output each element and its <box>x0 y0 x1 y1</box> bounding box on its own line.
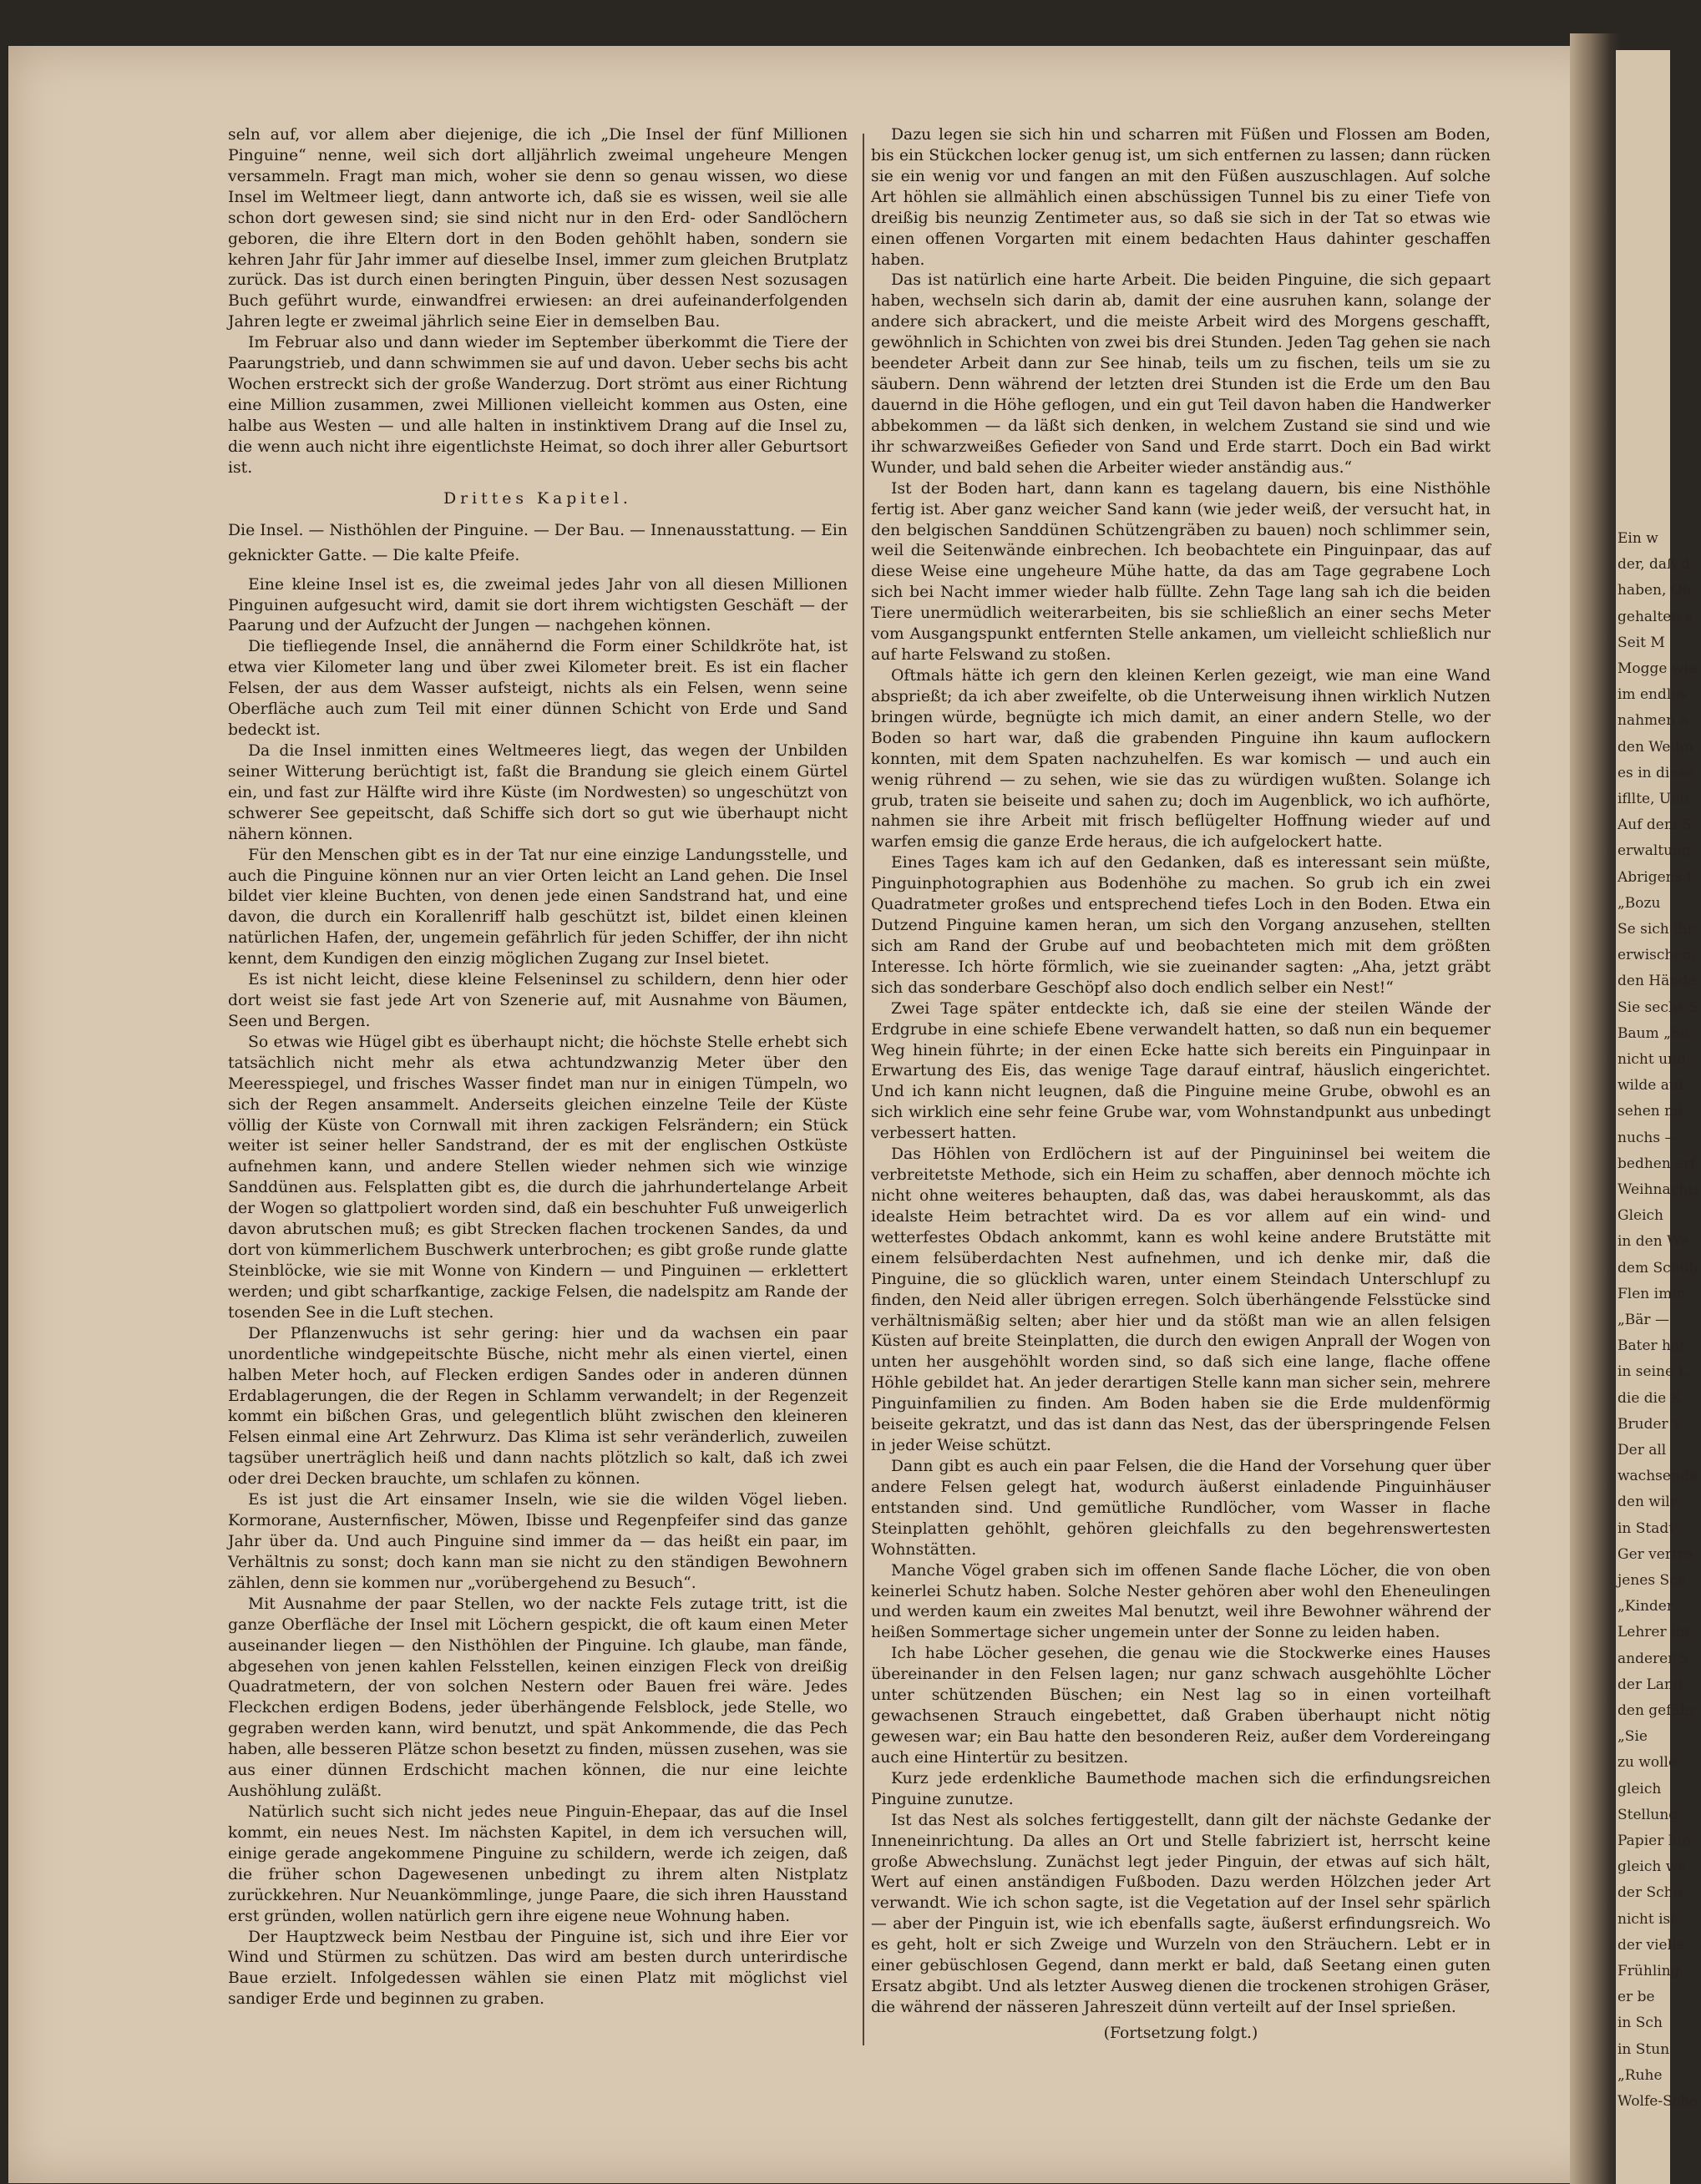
right-paragraphs <box>871 125 1491 2019</box>
adjacent-page-fragment: Weihnachts <box>1617 1181 1701 1198</box>
adjacent-page-strip <box>1616 50 1701 2184</box>
adjacent-page-fragment: Der all <box>1617 1442 1667 1459</box>
right-column <box>871 125 1491 2045</box>
adjacent-page-fragment: Mogge wie <box>1617 660 1697 677</box>
adjacent-page-fragment: nicht ist <box>1617 1910 1677 1928</box>
left-column <box>228 125 848 2010</box>
adjacent-page-fragment: „Bozu <box>1617 894 1661 912</box>
adjacent-page-fragment: Ger vertro <box>1617 1545 1693 1563</box>
adjacent-page-fragment: er be <box>1617 1989 1655 2006</box>
adjacent-page-fragment: die die K <box>1617 1389 1682 1407</box>
adjacent-page-fragment: in Stun <box>1617 2040 1670 2058</box>
adjacent-page-fragment: „Kinder <box>1617 1598 1673 1615</box>
paragraph: Der Hauptzweck beim Nestbau der Pinguine ist, sich und ihre Eier vor Wind und Stürmen zu schützen. Das wird am besten durch unterirdische Baue erzielt. Infolgedessen wählen sie einen Platz mit möglichst viel sandiger Erde und beginnen zu graben. <box>228 1928 848 2009</box>
paragraph: Natürlich sucht sich nicht jedes neue Pinguin-Ehepaar, das auf die Insel kommt, ein neues Nest. Im nächsten Kapitel, in dem ich versuchen will, einige gerade angekommene Pinguine zu schildern, werde ich zeigen, daß die früher schon Dagewesenen unbedingt zu ihrem alten Nistplatz zurückkehren. Nur Neuankömmlinge, junge Paare, die sich ihren Hausstand erst gründen, wollen natürlich gern ihre eigene neue Wohnung haben. <box>228 1802 848 1925</box>
adjacent-page-fragment: Wolfe-Sche <box>1617 2093 1698 2110</box>
chapter-summary: Die Insel. — Nisthöhlen der Pinguine. — Der Bau. — Innenausstattung. — Ein geknickter Gatte. — Die kalte Pfeife. <box>228 521 848 564</box>
adjacent-page-fragment: bedhen erf <box>1617 1155 1696 1172</box>
adjacent-page-fragment: Abrigens t <box>1617 868 1693 886</box>
adjacent-page-fragment: Bruder v <box>1617 1415 1681 1433</box>
adjacent-page-fragment: den gefähr <box>1617 1702 1696 1719</box>
paragraph: Es ist nicht leicht, diese kleine Felseninsel zu schildern, denn hier oder dort weist sie fast jede Art von Szenerie auf, mit Ausnahme von Bäumen, Seen und Bergen. <box>228 971 848 1030</box>
paragraph: Das ist natürlich eine harte Arbeit. Die beiden Pinguine, die sich gepaart haben, wechseln sich darin ab, damit der eine ausruhen kann, solange der andere sich abrackert, und die meiste Arbeit wird des Morgens geschafft, gewöhnlich in Schichten von zwei bis drei Stunden. Jeden Tag gehen sie nach beendeter Arbeit dann zur See hinab, teils um zu fischen, teils um sie zu säubern. Denn während der letzten drei Stunden ist die Erde um den Bau dauernd in die Höhe geflogen, und ein gut Teil davon haben die Handwerker abbekommen — da läßt sich denken, in welchem Zustand sie sind und wie ihr schwarzweißes Gefieder von Sand und Erde starrt. Doch ein Bad wirkt Wunder, und bald sehen die Arbeiter wieder anständig aus.“ <box>871 271 1491 477</box>
adjacent-page-fragment: Gleich <box>1617 1207 1663 1225</box>
column-divider <box>863 134 864 2045</box>
adjacent-page-fragment: Frühling <box>1617 1963 1680 1979</box>
paragraph: Kurz jede erdenkliche Baumethode machen sich die erfindungsreichen Pinguine zunutze. <box>871 1769 1491 1808</box>
adjacent-page-fragment: Papier hin <box>1617 1833 1692 1849</box>
paragraph: Zwei Tage später entdeckte ich, daß sie eine der steilen Wände der Erdgrube in eine schiefe Ebene verwandelt hatten, so daß nun ein bequemer Weg hinein führte; in der einen Ecke hatte sich bereits ein Pinguinpaar in Erwartung des Eis, das wenige Tage darauf eintraf, häuslich eingerichtet. Und ich kann nicht leugnen, daß die Pinguine meine Grube, obwohl es an sich wirklich eine sehr feine Grube war, vom Wohnstandpunkt aus unbedingt verbessert hatten. <box>871 999 1491 1143</box>
adjacent-page-fragment: es in diese <box>1617 764 1694 781</box>
adjacent-page-fragment: im endlos <box>1617 686 1688 704</box>
paragraph: Der Pflanzenwuchs ist sehr gering: hier und da wachsen ein paar unordentliche windgepeitschte Büsche, nicht mehr als einen viertel, einen halben Meter hoch, auf Flecken erdigen Sandes oder in anderen dünnen Erdablagerungen, die der Regen in Schlamm verwandelt; in der Regenzeit kommt ein bißchen Gras, und gelegentlich blüht zwischen den kleineren Felsen einmal eine Art Zehrwurz. Das Klima ist sehr veränderlich, zuweilen tagsüber unerträglich heiß und dann nachts plötzlich so kalt, daß ich zwei oder drei Decken brauchte, um schlafen zu können. <box>228 1324 848 1489</box>
adjacent-page-fragment: den Hände <box>1617 973 1697 990</box>
paragraph: Das Höhlen von Erdlöchern ist auf der Pinguininsel bei weitem die verbreitetste Methode, sich ein Heim zu schaffen, aber dennoch möchte ich nicht ohne weiteres behaupten, daß das, was dabei herauskommt, als das idealste Heim betrachtet wird. Da es vor allem auf ein wind- und wetterfestes Obdach ankommt, kann es wohl keine andere Brutstätte mit einem felsüberdachten Nest aufnehmen, und ich denke mir, daß die Pinguine, die so glücklich waren, unter einem Steindach Unterschlupf zu finden, den Neid aller übrigen erregen. Solch überhängende Felsstücke sind verhältnismäßig selten; aber hier und da stößt man wie an allen felsigen Küsten auf breite Steinplatten, die durch den ewigen Anprall der Wogen von unten her ausgehöhlt worden sind, so daß sich eine lange, flache offene Höhle gebildet hat. An jeder derartigen Stelle kann man sicher sein, mehrere Pinguinfamilien zu finden. Am Boden haben sie die Erde muldenförmig beiseite gekratzt, und das ist dann das Nest, das der überspringende Felsen in jeder Weise schützt. <box>871 1145 1491 1455</box>
left-paragraphs-before <box>228 125 848 479</box>
adjacent-page-fragment: den wilr <box>1617 1494 1677 1511</box>
adjacent-page-fragment: ifllte, Ueb <box>1617 791 1689 807</box>
adjacent-page-fragment: der vielle <box>1617 1936 1685 1954</box>
adjacent-page-fragment: gleich we <box>1617 1858 1687 1876</box>
adjacent-page-fragment: Stellung <box>1617 1806 1678 1823</box>
adjacent-page-fragment: Flen imm <box>1617 1285 1686 1302</box>
continuation-note: (Fortsetzung folgt.) <box>1103 2024 1258 2042</box>
adjacent-page-fragment: Auf dem S <box>1617 816 1693 834</box>
paragraph: Mit Ausnahme der paar Stellen, wo der nackte Fels zutage tritt, ist die ganze Oberfläche der Insel mit Löchern gespickt, die oft kaum einen Meter auseinander liegen — den Nisthöhlen der Pinguine. Ich glaube, man fände, abgesehen von jenen kahlen Felsstellen, keinen einzigen Fleck von dreißig Quadratmetern, der von solchen Nestern oder Bauen frei wäre. Jedes Fleckchen erdigen Bodens, jeder überhängende Felsblock, jede Stelle, wo gegraben werden kann, wird benutzt, und spät Ankommende, die das Pech haben, alle besseren Plätze schon besetzt zu finden, müssen zusehen, was sie aus einer dünnen Erdschicht machen können, die nur eine leichte Aushöhlung zuläßt. <box>228 1595 848 1801</box>
adjacent-page-fragment: zu wolle <box>1617 1754 1678 1772</box>
adjacent-page-fragment: der Land <box>1617 1676 1683 1693</box>
adjacent-page-fragment: gehalten s <box>1617 608 1693 625</box>
adjacent-page-fragment: sehen mi <box>1617 1103 1683 1120</box>
adjacent-page-fragment: erwaltung <box>1617 842 1691 860</box>
paragraph: Es ist just die Art einsamer Inseln, wie sie die wilden Vögel lieben. Kormorane, Austernfischer, Möwen, Ibisse und Regenpfeifer sind das ganze Jahr über da. Und auch Pinguine sind immer da — das heißt ein paar, im Verhältnis zu sonst; doch kann man sie nicht zu den ständigen Bewohnern zählen, denn sie kommen nur „vorübergehend zu Besuch“. <box>228 1491 848 1592</box>
adjacent-page-fragment: Lehrer ihr <box>1617 1624 1692 1641</box>
adjacent-page-fragment: Se sich ihr <box>1617 921 1694 938</box>
paragraph: Oftmals hätte ich gern den kleinen Kerlen gezeigt, wie man eine Wand absprießt; da ich aber zweifelte, ob die Unterweisung ihnen wirklich Nutzen bringen würde, begnügte ich mich damit, an einer andern Stelle, wo der Boden so hart war, daß die grabenden Pinguine ihn kaum auflockern konnten, mit dem Spaten nachzuhelfen. Es war komisch — und auch ein wenig rührend — zu sehen, wie sie das zu würdigen wußten. Solange ich grub, traten sie beiseite und sahen zu; doch im Augenblick, wo ich aufhörte, nahmen sie ihre Arbeit mit frisch beflügelter Hoffnung wieder auf und warfen emsig die ganze Erde heraus, die ich aufgelockert hatte. <box>871 666 1491 852</box>
paragraph: seln auf, vor allem aber diejenige, die ich „Die Insel der fünf Millionen Pinguine“ nenne, weil sich dort alljährlich zweimal ungeheure Mengen versammeln. Fragt man mich, woher sie denn so genau wissen, wo diese Insel im Weltmeer liegt, dann antworte ich, daß sie es wissen, weil sie alle schon dort gewesen sind; sie sind nicht nur in den Erd- oder Sandlöchern geboren, die ihre Eltern dort in den Boden gehöhlt haben, sondern sie kehren Jahr für Jahr immer auf dieselbe Insel, immer zum gleichen Brutplatz zurück. Das ist durch einen beringten Pinguin, über dessen Nest sozusagen Buch geführt wurde, einwandfrei erwiesen: an drei aufeinanderfolgenden Jahren legte er zweimal jährlich seine Eier in demselben Bau. <box>228 126 848 331</box>
adjacent-page-fragment: erwischen, <box>1617 947 1696 964</box>
chapter-title: Drittes Kapitel. <box>443 489 632 508</box>
book-spine <box>1570 33 1620 2184</box>
adjacent-page-fragment: in Stadt <box>1617 1519 1675 1537</box>
adjacent-page-fragment: haben, Ob <box>1617 582 1692 599</box>
adjacent-page-fragment: nahmen a <box>1617 712 1688 730</box>
paragraph: Eines Tages kam ich auf den Gedanken, daß es interessant sein müßte, Pinguinphotographien aus Bodenhöhe zu machen. So grub ich ein zwei Quadratmeter großes und entsprechend tiefes Loch in den Boden. Etwa ein Dutzend Pinguine kamen heran, um sich den Vorgang anzusehen, stellten sich am Rand der Grube auf und beobachteten mich mit dem größten Interesse. Ich hörte förmlich, wie sie zueinander sagten: „Aha, jetzt gräbt sich das sonderbare Geschöpf also doch endlich selber ein Nest!“ <box>871 854 1491 997</box>
paragraph: Dann gibt es auch ein paar Felsen, die die Hand der Vorsehung quer über andere Felsen gelegt hat, wodurch äußerst einladende Pinguinhäuser entstanden sind. Und gemütliche Rundlöcher, vom Wasser in flache Steinplatten gehöhlt, gehören gleichfalls zu den begehrenswertesten Wohnstätten. <box>871 1458 1491 1559</box>
paragraph: Da die Insel inmitten eines Weltmeeres liegt, das wegen der Unbilden seiner Witterung berüchtigt ist, faßt die Brandung sie gleich einem Gürtel ein, und fast zur Hälfte wird ihre Küste (im Nordwesten) so ungeschützt von schwerer See gepeitscht, daß Schiffe sich dort so gut wie überhaupt nicht nähern können. <box>228 741 848 843</box>
adjacent-page-fragment: Bater hat <box>1617 1337 1685 1355</box>
paragraph: So etwas wie Hügel gibt es überhaupt nicht; die höchste Stelle erhebt sich tatsächlich nicht mehr als etwa achtundzwanzig Meter über den Meeresspiegel, und frisches Wasser findet man nur in einigen Tümpeln, wo sich der Regen ansammelt. Anderseits gleichen einzelne Teile der Küste völlig der Küste von Cornwall mit ihren zackigen Felsrändern; ein Stück weiter ist seiner heller Sandstrand, der es mit der englischen Ostküste aufnehmen kann, und andere Stellen wieder nehmen sich wie winzige Sanddünen aus. Felsplatten gibt es, die durch die jahrhundertelange Arbeit der Wogen so glattpoliert worden sind, daß ein beschuhter Fuß unweigerlich davon abrutschen muß; es gibt Strecken flachen trockenen Sandes, da und dort von kümmerlichem Buschwerk unterbrochen; es gibt große runde glatte Steinblöcke, wie sie mit Wonne von Kindern — und Pinguinen — erklettert werden; und gibt scharfkantige, zackige Felsen, die nadelspitz am Rande der tosenden See in die Luft stechen. <box>228 1033 848 1322</box>
adjacent-page-fragment: jenes Sch <box>1617 1572 1687 1589</box>
adjacent-page-fragment: Baum „So <box>1617 1024 1689 1042</box>
paragraph: Die tiefliegende Insel, die annähernd die Form einer Schildkröte hat, ist etwa vier Kilometer lang und über zwei Kilometer breit. Es ist ein flacher Felsen, der aus dem Wasser aufsteigt, nichts als ein Felsen, wenn seine Oberfläche auch zum Teil mit einer dünnen Schicht von Erde und Sand bedeckt ist. <box>228 638 848 740</box>
paragraph: Ist das Nest als solches fertiggestellt, dann gilt der nächste Gedanke der Inneneinrichtung. Da alles an Ort und Stelle fabriziert ist, herrscht keine große Abwechslung. Zunächst legt jeder Pinguin, der etwas auf sich hält, Wert auf einen anständigen Fußboden. Dazu werden Hölzchen jeder Art verwandt. Wie ich schon sagte, ist die Vegetation auf der Insel sehr spärlich — aber der Pinguin ist, wie ich ebenfalls sagte, äußerst erfindungsreich. Wo es geht, holt er sich Zweige und Wurzeln von den Sträuchern. Lebt er in einer gebüschlosen Gegend, dann merkt er bald, daß Seetang einen guten Ersatz abgibt. Und als letzter Ausweg dienen die trockenen strohigen Gräser, die während der nässeren Jahreszeit dünn verteilt auf der Insel sprießen. <box>871 1811 1491 2016</box>
adjacent-page-fragment: „Ruhe <box>1617 2066 1663 2084</box>
adjacent-page-fragment: dem Schuh <box>1617 1259 1698 1277</box>
adjacent-page-fragment: den Weihn <box>1617 738 1693 756</box>
adjacent-page-fragment: gleich <box>1617 1780 1662 1797</box>
paragraph: Dazu legen sie sich hin und scharren mit Füßen und Flossen am Boden, bis ein Stückchen locker genug ist, um sich entfernen zu lassen; dann rücken sie ein wenig vor und fangen an mit den Füßen auszuschlagen. Auf solche Art höhlen sie allmählich einen abschüssigen Tunnel bis zu einer Tiefe von dreißig bis neunzig Zentimeter aus, so daß sie sich in der Tat so etwas wie einen offenen Vorgarten mit einem bedachten Haus dahinter geschaffen haben. <box>871 126 1491 269</box>
adjacent-page-fragment: der, daß d <box>1617 556 1690 574</box>
adjacent-page-fragment: Seit M <box>1617 634 1665 651</box>
paragraph: Im Februar also und dann wieder im September überkommt die Tiere der Paarungstrieb, und dann schwimmen sie auf und davon. Ueber sechs bis acht Wochen erstreckt sich der große Wanderzug. Dort strömt aus einer Richtung eine Million zusammen, zwei Millionen vielleicht kommen aus Osten, eine halbe aus Westen — und alle halten in instinktivem Drang auf die Insel zu, die wenn auch nicht ihre eigentlichste Heimat, so doch ihrer aller Geburtsort ist. <box>228 334 848 477</box>
paragraph: Ich habe Löcher gesehen, die genau wie die Stockwerke eines Hauses übereinander in den Felsen lagen; nur ganz schwach ausgehöhlte Löcher unter schützenden Büschen; ein Nest lag so in einen vorteilhaft gewachsenen Strauch eingebettet, daß Graben überhaupt nicht nötig gewesen war; ein Bau hatte den besonderen Reiz, außer dem Vordereingang auch eine Hintertür zu besitzen. <box>871 1645 1491 1767</box>
adjacent-page-fragment: nuchs — <box>1617 1129 1679 1146</box>
left-paragraphs-after <box>228 575 848 2011</box>
adjacent-page-fragment: anderer S <box>1617 1650 1689 1667</box>
adjacent-page-fragment: „Bär — <box>1617 1312 1669 1328</box>
paragraph: Ist der Boden hart, dann kann es tagelang dauern, bis eine Nisthöhle fertig ist. Aber ganz weicher Sand kann (wie jeder weiß, der versucht hat, in den belgischen Sanddünen Schützengräben zu bauen) noch schlimmer sein, weil die Seitenwände einbrechen. Ich beobachtete ein Pinguinpaar, das auf diese Weise eine ungeheure Mühe hatte, da das am Tage gegrabene Loch sich bei Nacht immer wieder halb füllte. Zehn Tage lang sah ich die beiden Tiere unermüdlich weiterarbeiten, bis sie schließlich an einer sechs Meter vom Ausgangspunkt entfernten Stelle ankamen, um vielleicht schließlich nur auf harte Felswand zu stoßen. <box>871 479 1491 665</box>
adjacent-page-fragment: wachsende <box>1617 1468 1698 1485</box>
paragraph: Eine kleine Insel ist es, die zweimal jedes Jahr von all diesen Millionen Pinguinen aufgesucht wird, damit sie dort ihrem wichtigsten Geschäft — der Paarung und der Aufzucht der Jungen — nachgehen können. <box>228 575 848 635</box>
adjacent-page-fragment: wilde auf <box>1617 1077 1684 1095</box>
adjacent-page-fragment: Ein w <box>1617 530 1658 547</box>
adjacent-page-fragment: Sie sechs S <box>1617 998 1699 1016</box>
paragraph: Manche Vögel graben sich im offenen Sande flache Löcher, die von oben keinerlei Schutz haben. Solche Nester gehören aber wohl den Eheneulingen und werden kaum ein zweites Mal benutzt, weil ihre Bewohner während der heißen Sommertage sicher ungemein unter der Sonne zu leiden haben. <box>871 1561 1491 1642</box>
adjacent-page-fragment: nicht und <box>1617 1051 1686 1068</box>
adjacent-page-fragment: in seine L <box>1617 1363 1688 1381</box>
paragraph: Für den Menschen gibt es in der Tat nur eine einzige Landungsstelle, und auch die Pinguine können nur an vier Orten leicht an Land gehen. Die Insel bildet vier kleine Buchten, von denen jede einen Sandstrand hat, und eine davon, die durch ein Korallenriff halb geschützt ist, bildet einen kleinen natürlichen Hafen, der, ungemein gefährlich für jeden Schiffer, der ihn nicht kennt, dem Kundigen den einzig möglichen Zugang zur Insel bietet. <box>228 846 848 968</box>
adjacent-page-fragment: „Sie <box>1617 1728 1648 1746</box>
adjacent-page-fragment: in den We <box>1617 1233 1689 1251</box>
adjacent-page-fragment: in Sch <box>1617 2015 1663 2032</box>
adjacent-page-fragment: der Schu <box>1617 1884 1683 1902</box>
